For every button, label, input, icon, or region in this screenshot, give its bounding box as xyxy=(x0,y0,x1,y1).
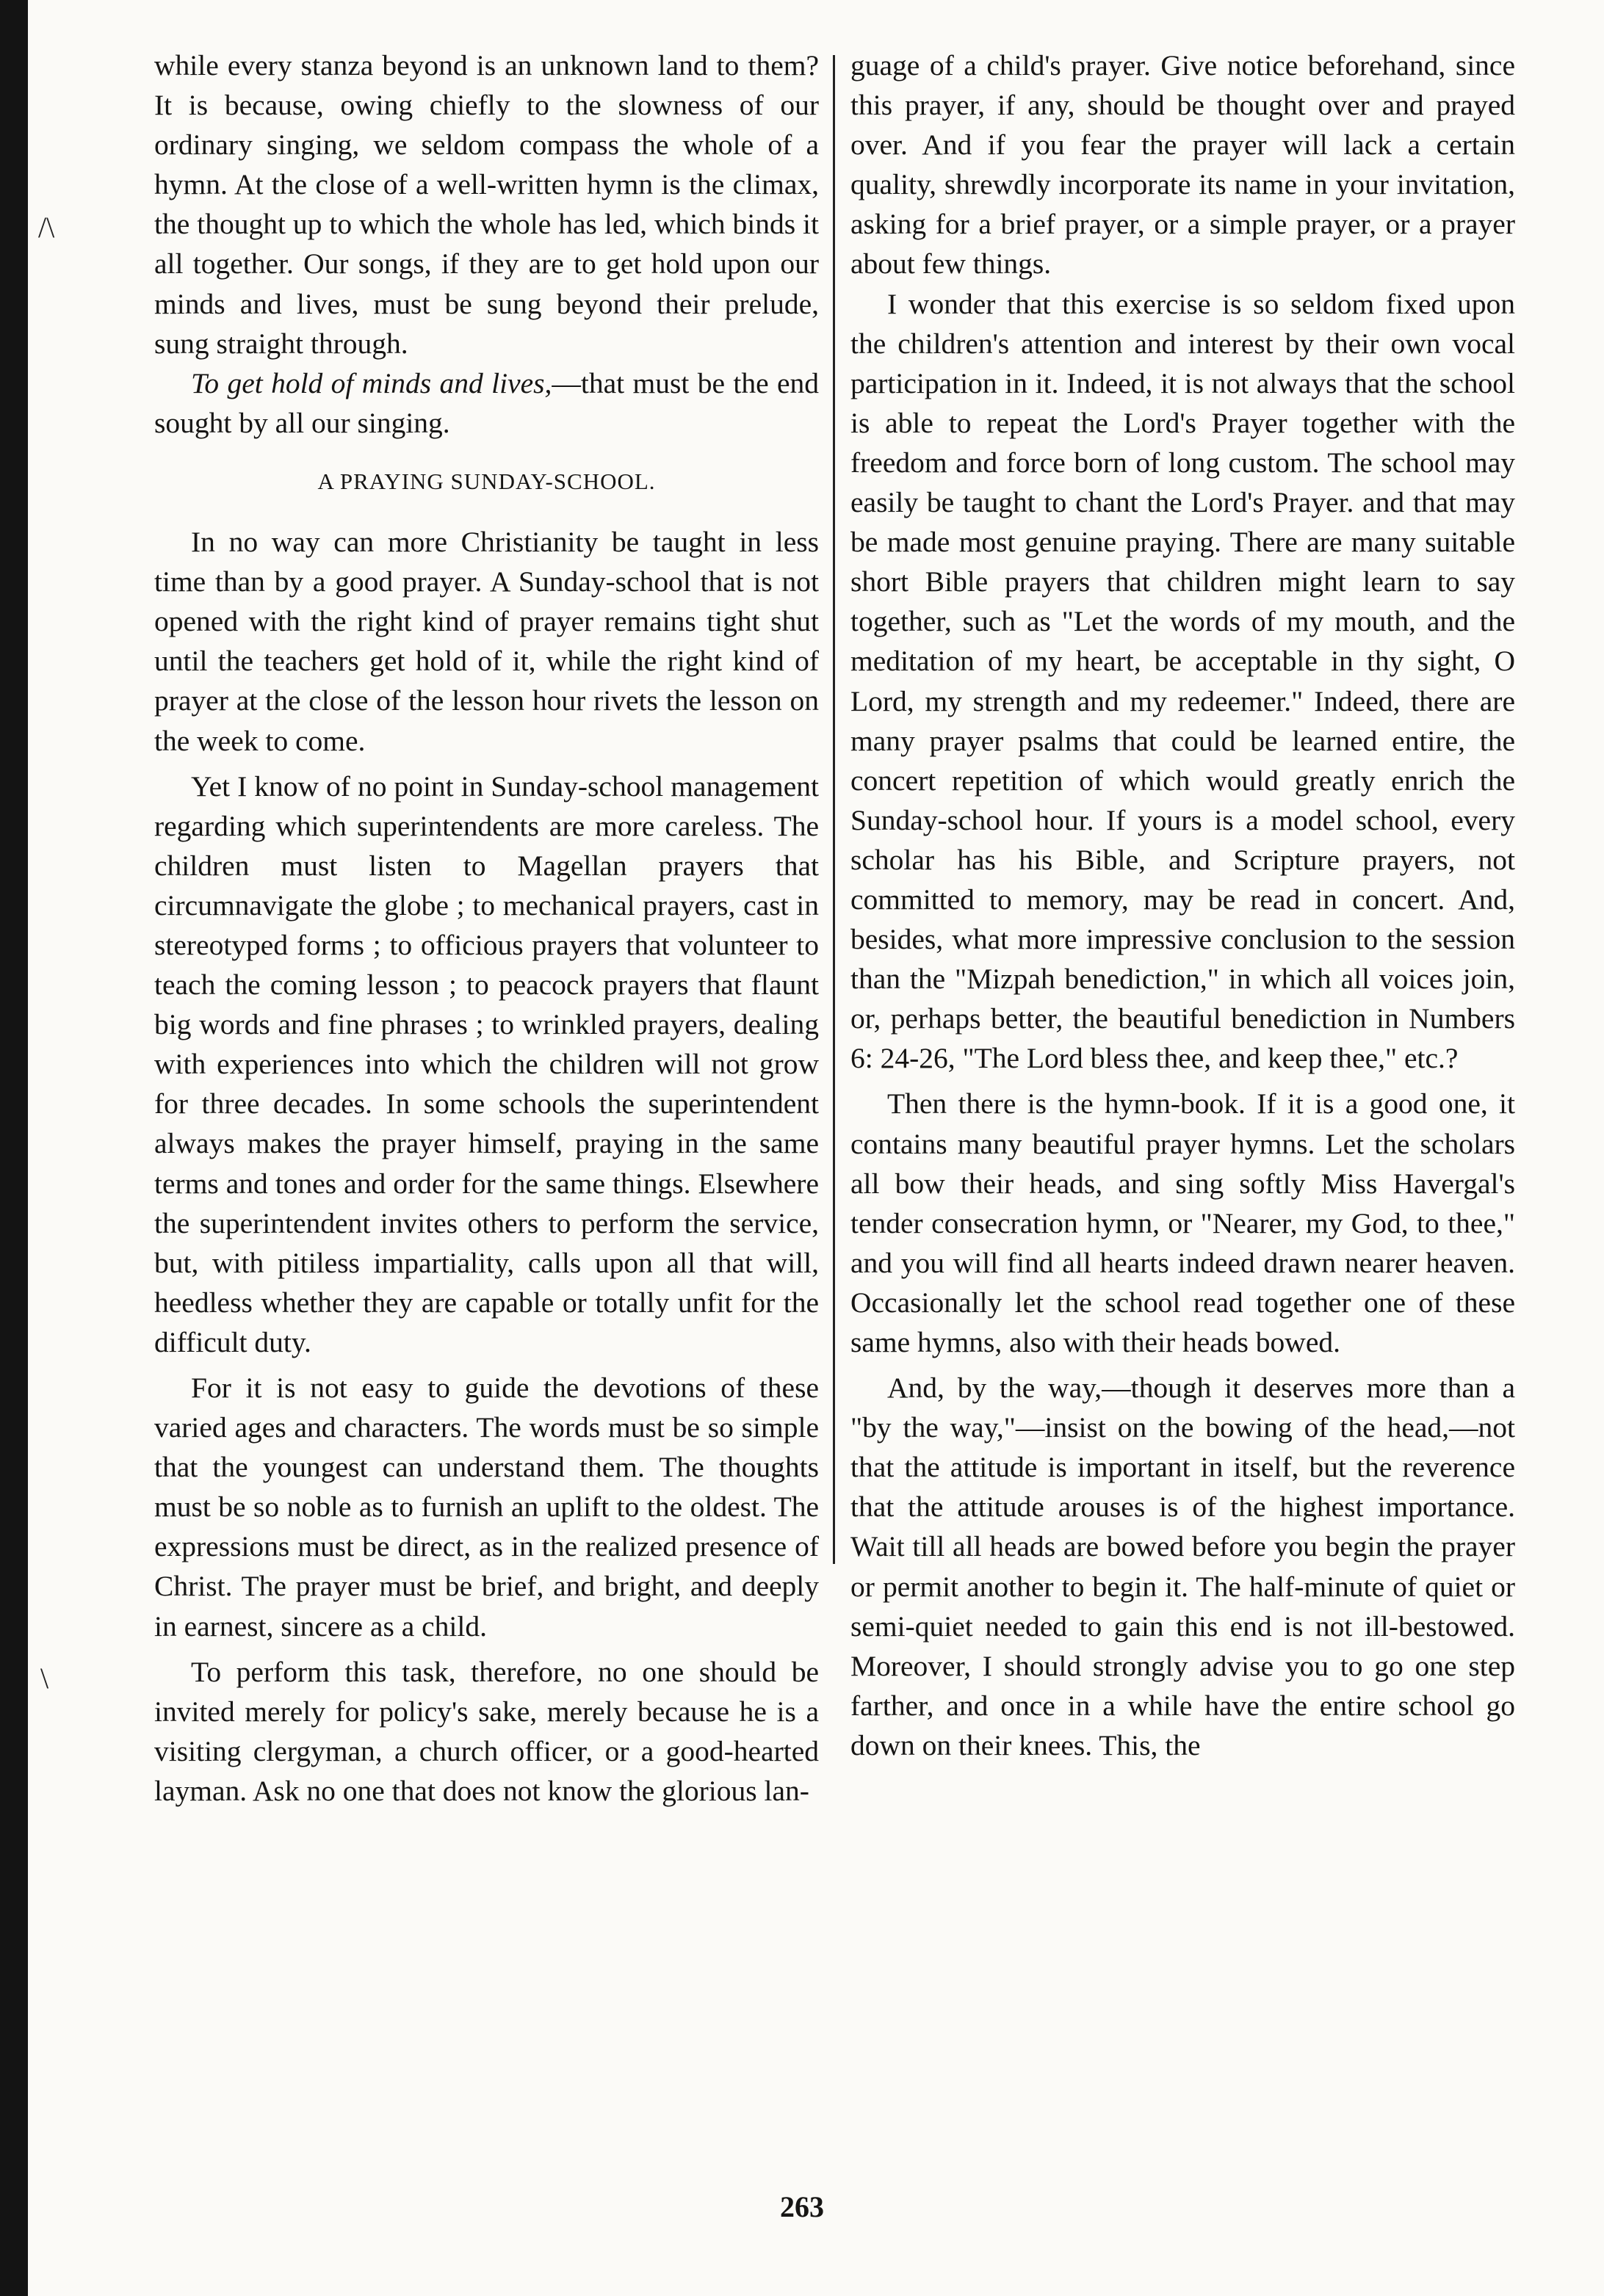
right-paragraph-1: I wonder that this exercise is so seldom fixed upon the children's attention and interest by their own vocal participation in it. Indeed, it is not always that the school is able to repeat the Lord's Prayer together with the freedom and force born of long custom. The school may easily be taught to chant the Lord's Prayer. and that may be made most genuine praying. There are many suitable short Bible prayers that children might learn to say together, such as "Let the words of my mouth, and the meditation of my heart, be acceptable in thy sight, O Lord, my strength and my redeemer." Indeed, there are many prayer psalms that could be learned entire, the concert repetition of which would greatly enrich the Sunday-school hour. If yours is a model school, every scholar has his Bible, and Scripture prayers, not committed to memory, may be read in concert. And, besides, what more impressive conclusion to the session than the "Mizpah benediction," in which all voices join, or, perhaps better, the beautiful benediction in Numbers 6: 24-26, "The Lord bless thee, and keep thee," etc.? xyxy=(850,287,1515,1075)
left-paragraph-3: For it is not easy to guide the devotions of these varied ages and characters. The words must be so simple that the youngest can understand them. The thoughts must be so noble as to furnish an uplift to the oldest. The expressions must be direct, as in the realized presence of Christ. The prayer must be brief, and bright, and deeply in earnest, sincere as a child. xyxy=(154,1372,819,1643)
section-heading: A PRAYING SUNDAY-SCHOOL. xyxy=(317,468,656,494)
left-continuation-paragraph: while every stanza beyond is an unknown land to them? It is because, owing chiefly to the slowness of our ordinary singing, we seldom compass the whole of a hymn. At the close of a well-written hymn is the climax, the thought up to which the whole has led, which binds it all together. Our songs, if they are to get hold upon our minds and lives, must be sung beyond their prelude, sung straight through. xyxy=(154,49,819,360)
right-paragraph-2: Then there is the hymn-book. If it is a good one, it contains many beautiful prayer hymns. Let the scholars all bow their heads, and sing softly Miss Havergal's tender consecration hymn, or "Nearer, my God, to thee," and you will find all hearts indeed drawn nearer heaven. Occasionally let the school read together one of these same hymns, also with their heads bowed. xyxy=(850,1087,1515,1358)
left-column xyxy=(154,46,819,1811)
left-paragraph-2: Yet I know of no point in Sunday-school management regarding which superintendents are more careless. The children must listen to Magellan prayers that circumnavigate the globe ; to mechanical prayers, cast in stereotyped forms ; to officious prayers that volunteer to teach the coming lesson ; to peacock prayers that flaunt big words and fine phrases ; to wrinkled prayers, dealing with experiences into which the children will not grow for three decades. In some schools the superintendent always makes the prayer himself, praying in the same terms and tones and order for the same things. Elsewhere the superintendent invites others to perform the service, but, with pitiless impartiality, calls upon all that will, heedless whether they are capable or totally unfit for the difficult duty. xyxy=(154,769,819,1358)
margin-mark-lower: \ xyxy=(40,1662,49,1695)
italic-lead-paragraph xyxy=(154,363,819,443)
column-divider xyxy=(833,55,835,1564)
binding-edge xyxy=(0,0,28,2296)
right-continuation-paragraph: guage of a child's prayer. Give notice beforehand, since this prayer, if any, should be thought over and prayed over. And if you fear the prayer will lack a certain quality, shrewdly incorporate its name in your invitation, asking for a brief prayer, or a simple prayer, or a prayer about few things. xyxy=(850,49,1515,280)
left-paragraph-4: To perform this task, therefore, no one should be invited merely for policy's sake, merely because he is a visiting clergyman, a church officer, or a good-hearted layman. Ask no one that does not know the glorious lan- xyxy=(154,1655,819,1807)
right-column xyxy=(850,46,1515,1765)
right-paragraph-3: And, by the way,—though it deserves more than a "by the way,"—insist on the bowing of the head,—not that the attitude is important in itself, but the reverence that the attitude arouses is of the highest importance. Wait till all heads are bowed before you begin the prayer or permit another to begin it. The half-minute of quiet or semi-quiet needed to gain this end is not ill-bestowed. Moreover, I should strongly advise you to go one step farther, and once in a while have the entire school go down on their knees. This, the xyxy=(850,1372,1515,1761)
italic-tail-text: —that must be the end sought by all our singing. xyxy=(154,366,820,439)
left-paragraph-1: In no way can more Christianity be taught in less time than by a good prayer. A Sunday-school that is not opened with the right kind of prayer remains tight shut until the teachers get hold of it, while the right kind of prayer at the close of the lesson hour rivets the lesson on the week to come. xyxy=(154,526,819,757)
page-number: 263 xyxy=(780,2190,824,2223)
margin-mark-upper: /\ xyxy=(38,211,55,244)
italic-lead-text: To get hold of minds and lives, xyxy=(191,366,552,399)
